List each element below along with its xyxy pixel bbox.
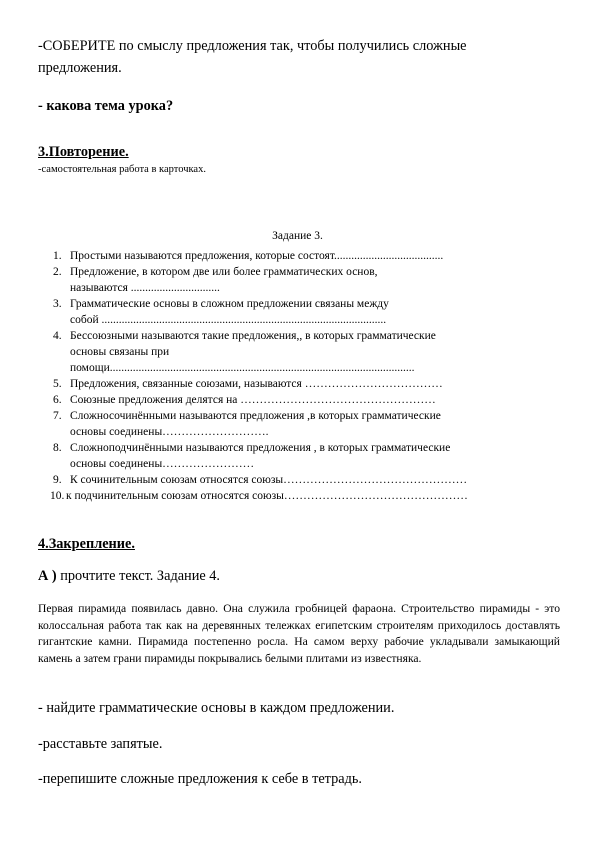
task-3-item-line: к подчинительным союзам относятся союзы…………………………………………: [66, 490, 468, 502]
task-3-item-line: Бессоюзными называются такие предложения,, в которых грамматические: [70, 330, 436, 342]
task-3-item-line: Простыми называются предложения, которые состоят......................................: [70, 250, 444, 262]
task-3-item: [38, 392, 568, 408]
task-3-title: Задание 3.: [272, 230, 323, 242]
task-4-text-block: [38, 601, 560, 667]
task-3-item: [38, 264, 568, 296]
intro-line-1: -СОБЕРИТЕ по смыслу предложения так, чтобы получились сложные: [38, 38, 467, 54]
task-4-heading: [38, 568, 220, 585]
section-4-title: 4.Закрепление.: [38, 536, 135, 552]
instruction-1: - найдите грамматические основы в каждом предложении.: [38, 700, 395, 716]
instruction-3: -перепишите сложные предложения к себе в тетрадь.: [38, 771, 362, 787]
task-3-item-number: 10.: [50, 490, 65, 502]
task-3-item-number: 3.: [53, 298, 62, 310]
task-3-item-line: основы связаны при: [70, 346, 170, 358]
task-3-item-line: помощи..........................................................................................................: [70, 362, 415, 374]
task-4-paragraph: Первая пирамида появилась давно. Она служила гробницей фараона. Строительство пирамиды - это колоссальная работа так как на деревянных тележках египетским строителям приходилось доставлять гигантские камни. Пирамида постепенно росла. На самом верху рабочие укладывали замыкающий камень а затем грани пирамиды покрывались белыми плитами из известняка.: [38, 602, 560, 665]
task-3-item-number: 9.: [53, 474, 62, 486]
lesson-topic-question: - какова тема урока?: [38, 98, 174, 114]
task-3-item-number: 5.: [53, 378, 62, 390]
task-3-item-number: 7.: [53, 410, 62, 422]
task-3-item: [38, 472, 568, 488]
task-3-item-number: 6.: [53, 394, 62, 406]
task-3-item: [38, 408, 568, 440]
task-3-item: [38, 440, 568, 472]
task-3-item: [38, 248, 568, 264]
intro-line-2: предложения.: [38, 60, 122, 76]
task-3-item-line: Грамматические основы в сложном предложении связаны между: [70, 298, 389, 310]
task-3-item-line: основы соединены……………………….: [70, 426, 269, 438]
task-3-item-line: Союзные предложения делятся на ……………………………………………: [70, 394, 436, 406]
task-3-item: [38, 296, 568, 328]
task-3-item-line: К сочинительным союзам относятся союзы…………………………………………: [70, 474, 468, 486]
section-3-title: 3.Повторение.: [38, 144, 129, 160]
task-3-item-number: 2.: [53, 266, 62, 278]
task-3-item-number: 1.: [53, 250, 62, 262]
task-3-item-line: Сложноподчинёнными называются предложения , в которых грамматические: [70, 442, 451, 454]
task-3-item: [38, 376, 568, 392]
task-4-prefix: А ): [38, 568, 57, 584]
task-3-item: [38, 488, 568, 504]
task-3-item-line: собой ...................................................................................................: [70, 314, 387, 326]
section-3-subtitle: -самостоятельная работа в карточках.: [38, 164, 206, 175]
task-3-item-number: 8.: [53, 442, 62, 454]
task-3-item-line: Предложение, в котором две или более грамматических основ,: [70, 266, 378, 278]
instruction-2: -расставьте запятые.: [38, 736, 163, 752]
task-3-item-line: основы соединены……………………: [70, 458, 255, 470]
task-3-list: [38, 248, 568, 504]
task-3-item-line: Сложносочинёнными называются предложения ,в которых грамматические: [70, 410, 441, 422]
task-3-item-line: называются ...............................: [70, 282, 220, 294]
task-3-item-line: Предложения, связанные союзами, называются ………………………………: [70, 378, 443, 390]
task-3-item-number: 4.: [53, 330, 62, 342]
task-3-item: [38, 328, 568, 376]
task-4-text: прочтите текст. Задание 4.: [56, 568, 221, 584]
